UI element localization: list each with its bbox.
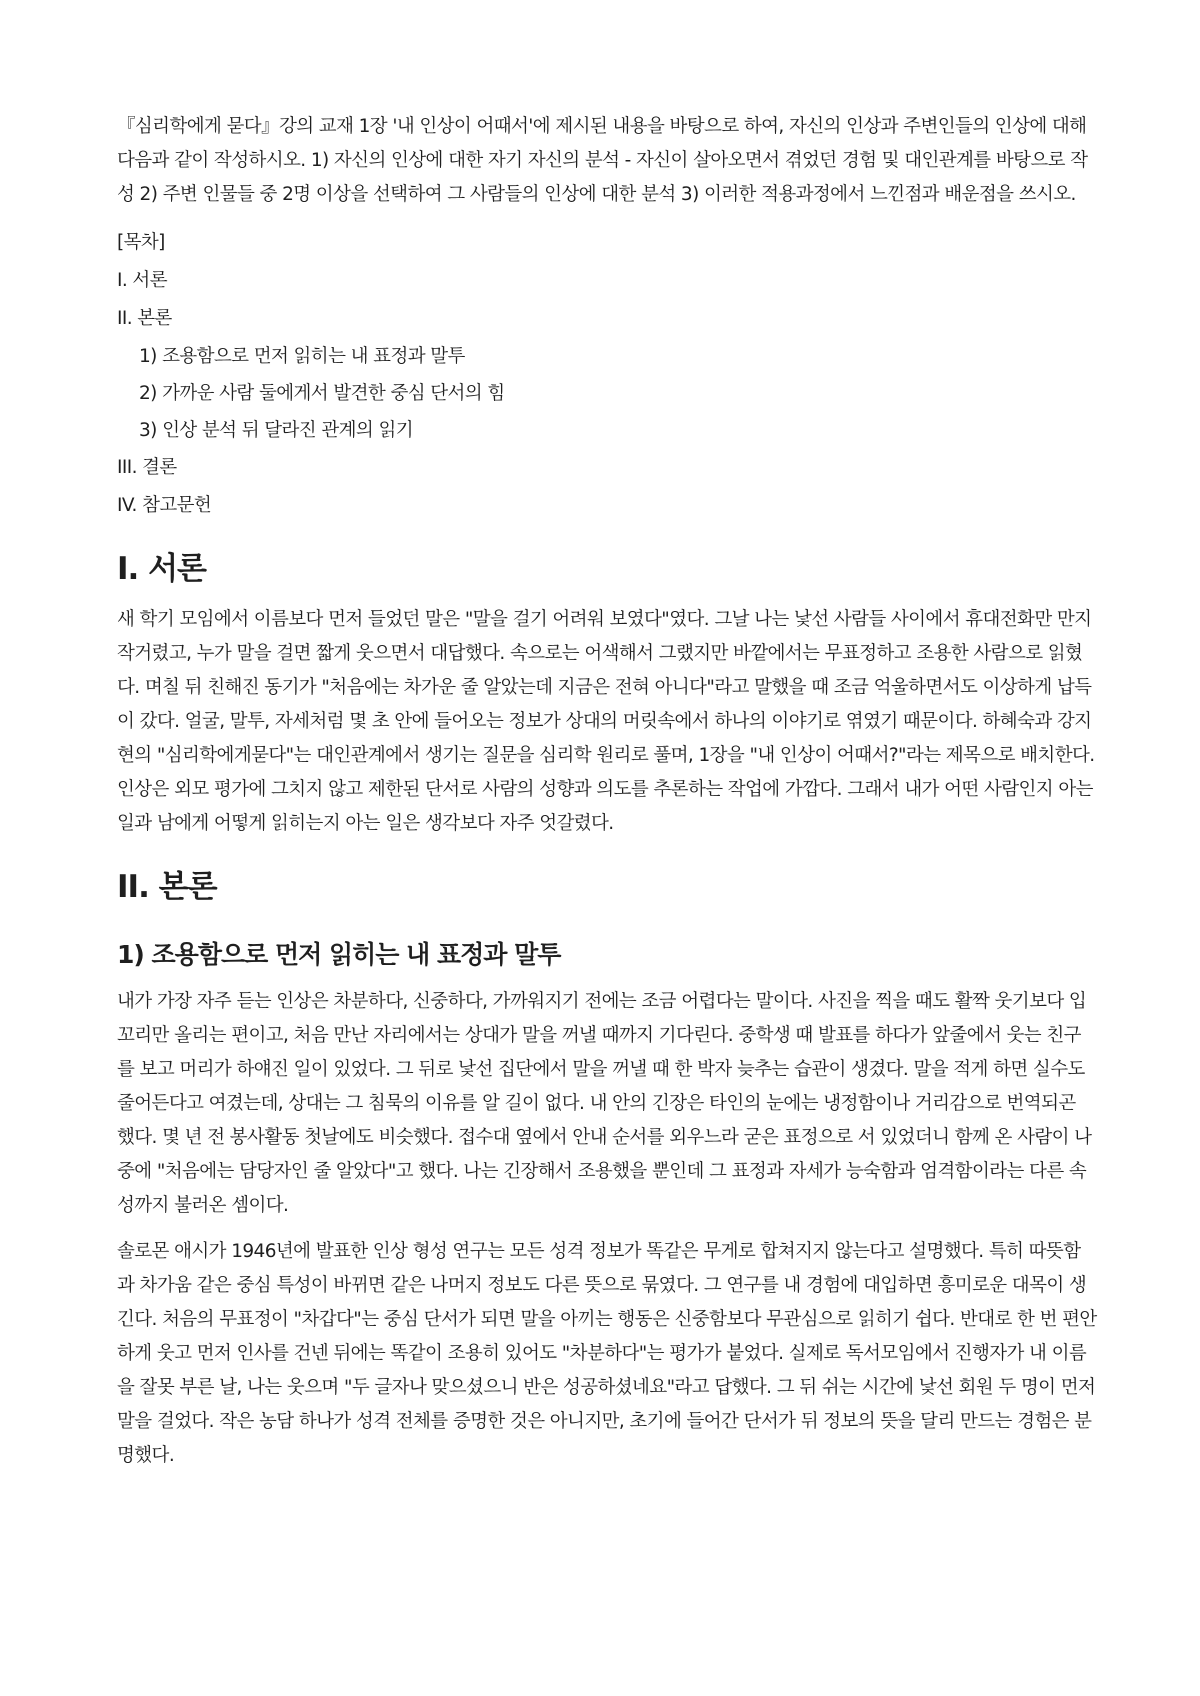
assignment-prompt: 『심리학에게 묻다』강의 교재 1장 '내 인상이 어때서'에 제시된 내용을 바탕으로 하여, 자신의 인상과 주변인들의 인상에 대해 다음과 같이 작성하시오. 1) 자신의 인상에 대한 자기 자신의 분석 - 자신이 살아오면서 겪었던 경험 및 대인관계를 바탕으로 작성 2) 주변 인물들 중 2명 이상을 선택하여 그 사람들의 인상에 대한 분석 3) 이러한 적용과정에서 느낀점과 배운점을 쓰시오.: [117, 116, 1088, 205]
document-page: [117, 110, 1097, 1485]
section-heading-introduction: I. 서론: [117, 551, 206, 587]
toc-item: III. 결론: [117, 457, 177, 478]
subsection-heading-1: 1) 조용함으로 먼저 읽히는 내 표정과 말투: [117, 940, 561, 969]
toc-item: IV. 참고문헌: [117, 495, 212, 516]
introduction-paragraph: 새 학기 모임에서 이름보다 먼저 들었던 말은 "말을 걸기 어려워 보였다"였다. 그날 나는 낯선 사람들 사이에서 휴대전화만 만지작거렸고, 누가 말을 걸면 짧게 웃으면서 대답했다. 속으로는 어색해서 그랬지만 바깥에서는 무표정하고 조용한 사람으로 읽혔다. 며칠 뒤 친해진 동기가 "처음에는 차가운 줄 알았는데 지금은 전혀 아니다"라고 말했을 때 조금 억울하면서도 이상하게 납득이 갔다. 얼굴, 말투, 자세처럼 몇 초 안에 들어오는 정보가 상대의 머릿속에서 하나의 이야기로 엮였기 때문이다. 하혜숙과 강지현의 "심리학에게묻다"는 대인관계에서 생기는 질문을 심리학 원리로 풀며, 1장을 "내 인상이 어때서?"라는 제목으로 배치한다. 인상은 외모 평가에 그치지 않고 제한된 단서로 사람의 성향과 의도를 추론하는 작업에 가깝다. 그래서 내가 어떤 사람인지 아는 일과 남에게 어떻게 읽히는지 아는 일은 생각보다 자주 엇갈렸다.: [117, 609, 1095, 834]
table-of-contents: [117, 226, 1097, 523]
toc-item: 2) 가까운 사람 둘에게서 발견한 중심 단서의 힘: [139, 383, 505, 404]
toc-title: [목차]: [117, 232, 165, 253]
toc-item: I. 서론: [117, 270, 167, 291]
body-paragraph: 솔로몬 애시가 1946년에 발표한 인상 형성 연구는 모든 성격 정보가 똑같은 무게로 합쳐지지 않는다고 설명했다. 특히 따뜻함과 차가움 같은 중심 특성이 바뀌면 같은 나머지 정보도 다른 뜻으로 묶였다. 그 연구를 내 경험에 대입하면 흥미로운 대목이 생긴다. 처음의 무표정이 "차갑다"는 중심 단서가 되면 말을 아끼는 행동은 신중함보다 무관심으로 읽히기 쉽다. 반대로 한 번 편안하게 웃고 먼저 인사를 건넨 뒤에는 똑같이 조용히 있어도 "차분하다"는 평가가 붙었다. 실제로 독서모임에서 진행자가 내 이름을 잘못 부른 날, 나는 웃으며 "두 글자나 맞으셨으니 반은 성공하셨네요"라고 답했다. 그 뒤 쉬는 시간에 낯선 회원 두 명이 먼저 말을 걸었다. 작은 농담 하나가 성격 전체를 증명한 것은 아니지만, 초기에 들어간 단서가 뒤 정보의 뜻을 달리 만드는 경험은 분명했다.: [117, 1241, 1097, 1466]
toc-item: 3) 인상 분석 뒤 달라진 관계의 읽기: [139, 420, 413, 441]
toc-item: 1) 조용함으로 먼저 읽히는 내 표정과 말투: [139, 346, 465, 367]
section-heading-main: II. 본론: [117, 869, 217, 905]
toc-item: II. 본론: [117, 308, 172, 329]
body-paragraph: 내가 가장 자주 듣는 인상은 차분하다, 신중하다, 가까워지기 전에는 조금 어렵다는 말이다. 사진을 찍을 때도 활짝 웃기보다 입꼬리만 올리는 편이고, 처음 만난 자리에서는 상대가 말을 꺼낼 때까지 기다린다. 중학생 때 발표를 하다가 앞줄에서 웃는 친구를 보고 머리가 하얘진 일이 있었다. 그 뒤로 낯선 집단에서 말을 꺼낼 때 한 박자 늦추는 습관이 생겼다. 말을 적게 하면 실수도 줄어든다고 여겼는데, 상대는 그 침묵의 이유를 알 길이 없다. 내 안의 긴장은 타인의 눈에는 냉정함이나 거리감으로 번역되곤 했다. 몇 년 전 봉사활동 첫날에도 비슷했다. 접수대 옆에서 안내 순서를 외우느라 굳은 표정으로 서 있었더니 함께 온 사람이 나중에 "처음에는 담당자인 줄 알았다"고 했다. 나는 긴장해서 조용했을 뿐인데 그 표정과 자세가 능숙함과 엄격함이라는 다른 속성까지 불러온 셈이다.: [117, 991, 1092, 1216]
